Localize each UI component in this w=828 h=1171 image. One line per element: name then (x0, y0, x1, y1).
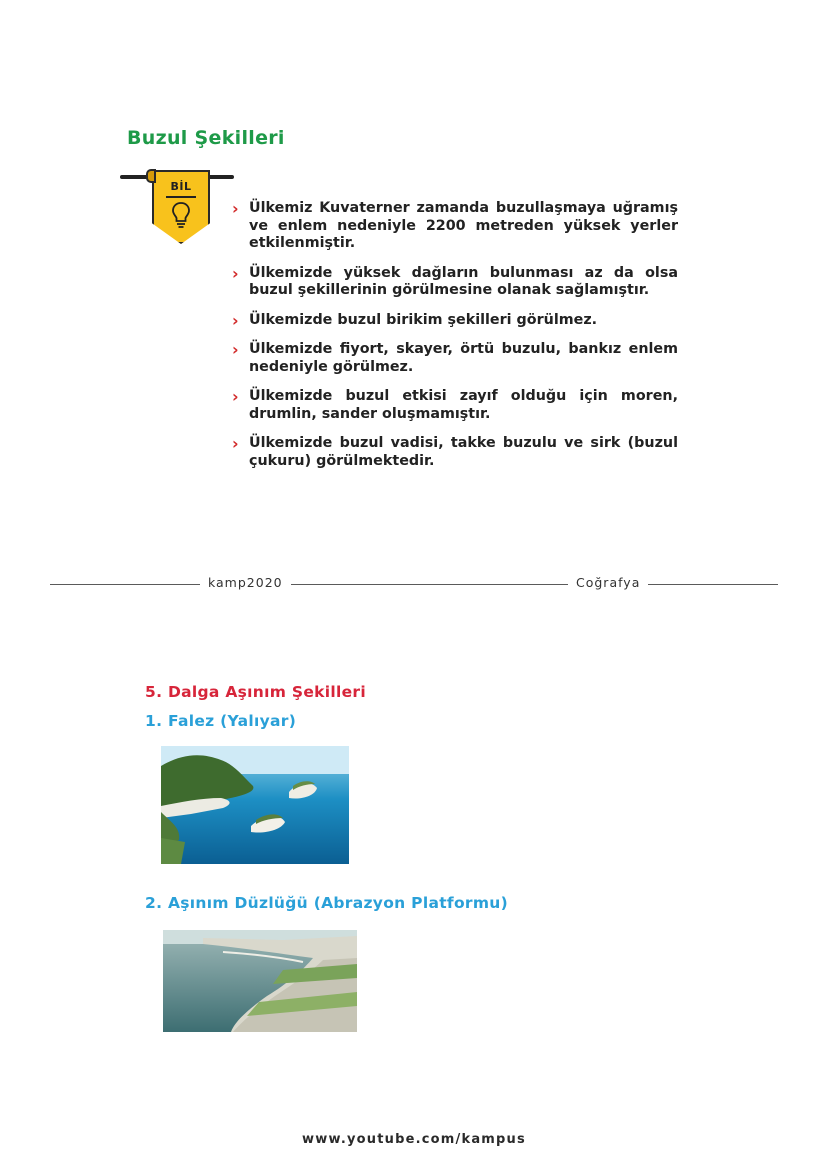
chevron-right-icon: › (232, 340, 239, 359)
bullet-item (232, 341, 678, 376)
section-title: Buzul Şekilleri (127, 127, 285, 149)
chevron-right-icon: › (232, 310, 239, 330)
bullet-item (232, 200, 678, 253)
bullet-text: Ülkemizde buzul birikim şekilleri görülmez. (249, 311, 598, 328)
chevron-right-icon: › (232, 434, 239, 453)
bullet-text: Ülkemizde buzul vadisi, takke buzulu ve sirk (buzul çukuru) görülmektedir. (249, 435, 678, 469)
bullet-item (232, 388, 678, 423)
bullet-item (232, 265, 678, 300)
bullet-text: Ülkemizde buzul etkisi zayıf olduğu için moren, drumlin, sander oluşmamıştır. (249, 388, 678, 422)
footer-left-label: kamp2020 (200, 575, 291, 590)
bil-badge (120, 168, 238, 252)
falez-photo (161, 746, 349, 864)
youtube-url: www.youtube.com/kampus (302, 1132, 526, 1147)
bullet-item (232, 312, 678, 330)
chevron-right-icon: › (232, 199, 239, 218)
falez-title: 1. Falez (Yalıyar) (145, 712, 297, 730)
footer-right-label: Coğrafya (568, 575, 648, 590)
abrazyon-title: 2. Aşınım Düzlüğü (Abrazyon Platformu) (145, 894, 509, 912)
abrazyon-photo (163, 930, 357, 1032)
bullet-list (232, 200, 678, 482)
badge-label: BİL (170, 180, 192, 193)
wave-section-title: 5. Dalga Aşınım Şekilleri (145, 683, 366, 701)
bullet-text: Ülkemizde fiyort, skayer, örtü buzulu, bankız enlem nedeniyle görülmez. (249, 341, 678, 375)
footer-divider (50, 584, 778, 585)
lightbulb-icon (170, 200, 192, 230)
chevron-right-icon: › (232, 387, 239, 406)
chevron-right-icon: › (232, 263, 239, 283)
bullet-text: Ülkemizde yüksek dağların bulunması az da olsa buzul şekillerinin görülmesine olanak sağlamıştır. (249, 264, 678, 298)
bullet-text: Ülkemiz Kuvaterner zamanda buzullaşmaya uğramış ve enlem nedeniyle 2200 metreden yüksek yerler etkilenmiştir. (249, 200, 678, 251)
badge-divider (166, 196, 196, 198)
bullet-item (232, 435, 678, 470)
